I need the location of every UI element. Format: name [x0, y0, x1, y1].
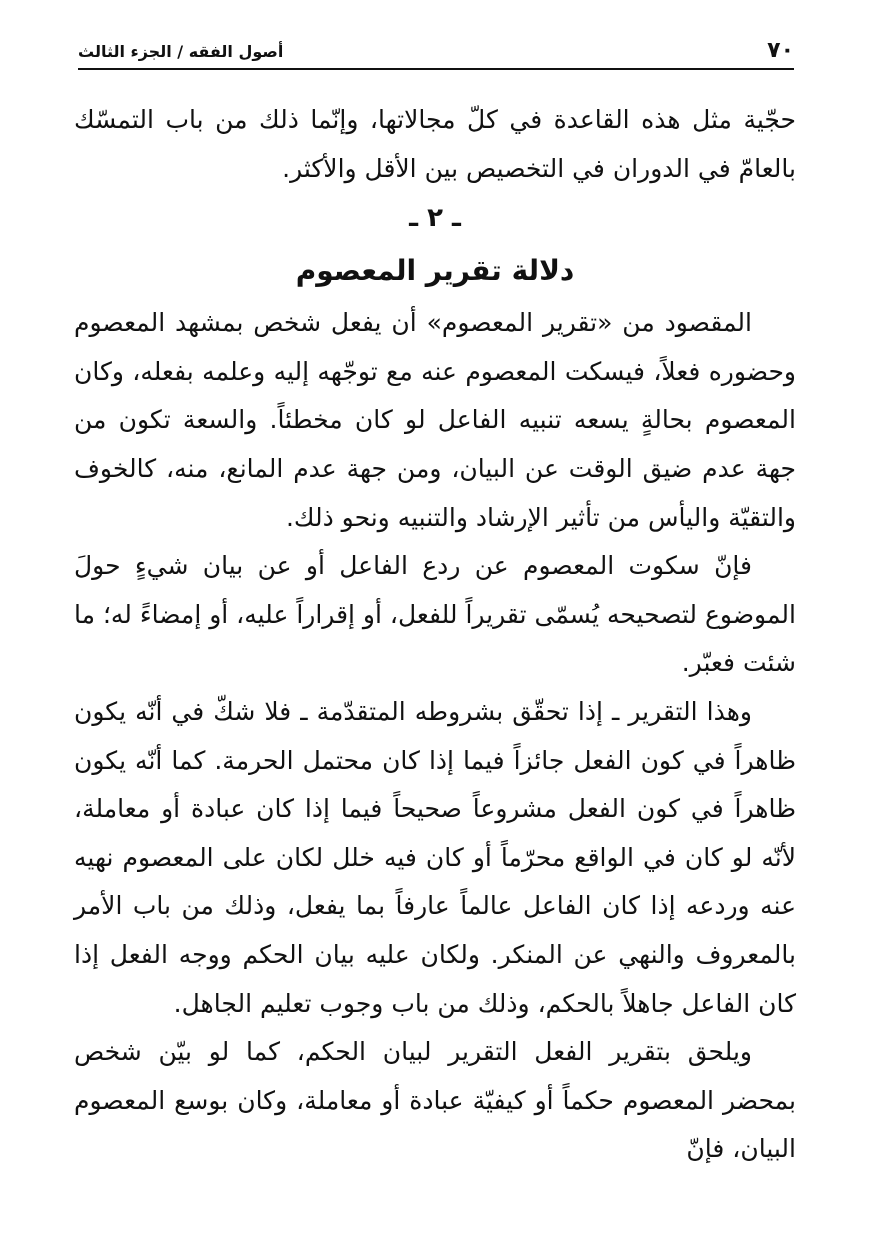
paragraph-implication: وهذا التقرير ـ إذا تحقّق بشروطه المتقدّمة ـ فلا شكّ في أنّه يكون ظاهراً في كون الفعل جائزاً فيما إذا كان محتمل الحرمة. كما أنّه يكون ظاهراً في كون الفعل مشروعاً صحيحاً فيما إذا كان عبادة أو معاملة، لأنّه لو كان في الواقع محرّماً أو كان فيه خلل لكان على المعصوم نهيه عنه وردعه إذا كان الفاعل عالماً عارفاً بما يفعل، وذلك من باب الأمر بالمعروف والنهي عن المنكر. ولكان عليه بيان الحكم ووجه الفعل إذا كان الفاعل جاهلاً بالحكم، وذلك من باب وجوب تعليم الجاهل.	[74, 696, 796, 1018]
page-number: ٧٠	[767, 38, 794, 63]
paragraph-ruling: ويلحق بتقرير الفعل التقرير لبيان الحكم، كما لو بيّن شخص بمحضر المعصوم حكماً أو كيفيّة عبادة أو معاملة، وكان بوسع المعصوم البيان، فإنّ	[74, 1037, 796, 1164]
paragraph-definition: المقصود من «تقرير المعصوم» أن يفعل شخص بمشهد المعصوم وحضوره فعلاً، فيسكت المعصوم عنه مع توجّهه إليه وعلمه بفعله، وكان المعصوم بحالةٍ يسعه تنبيه الفاعل لو كان مخطئاً. والسعة تكون من جهة عدم ضيق الوقت عن البيان، ومن جهة عدم المانع، منه، كالخوف والتقيّة واليأس من تأثير الإرشاد والتنبيه ونحو ذلك.	[74, 308, 796, 532]
section-title: دلالة تقرير المعصوم	[295, 254, 575, 288]
paragraph-continuation: حجّية مثل هذه القاعدة في كلّ مجالاتها، وإنّما ذلك من باب التمسّك بالعامّ في الدوران في التخصيص بين الأقل والأكثر.	[74, 105, 796, 183]
body-text	[74, 96, 796, 1174]
section-number: ـ ٢ ـ	[409, 203, 461, 234]
running-header-title: أصول الفقه / الجزء الثالث	[78, 42, 284, 61]
paragraph-silence: فإنّ سكوت المعصوم عن ردع الفاعل أو عن بيان شيءٍ حولَ الموضوع لتصحيحه يُسمّى تقريراً للفعل، أو إقراراً عليه، أو إمضاءً له؛ ما شئت فعبّر.	[74, 551, 796, 678]
running-header	[78, 30, 794, 70]
